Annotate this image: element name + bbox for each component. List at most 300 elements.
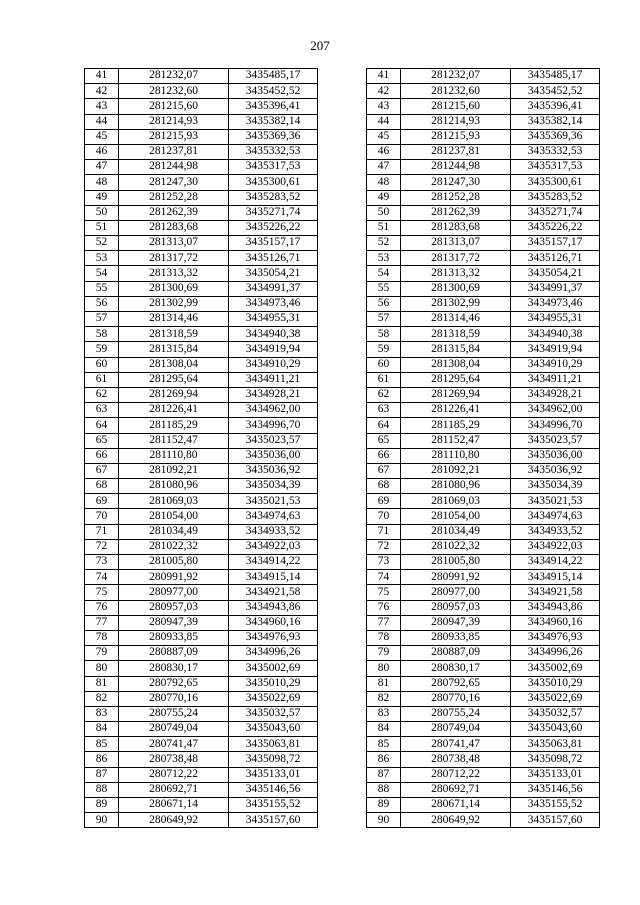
y-coordinate-cell: 3435133,01 [511, 767, 600, 782]
x-coordinate-cell: 281232,60 [401, 84, 511, 99]
table-row [85, 782, 318, 797]
table-row [85, 296, 318, 311]
x-coordinate-cell: 281313,32 [119, 266, 229, 281]
x-coordinate-cell: 281302,99 [401, 296, 511, 311]
y-coordinate-cell: 3434943,86 [511, 600, 600, 615]
x-coordinate-cell: 280957,03 [401, 600, 511, 615]
table-row [85, 236, 318, 251]
x-coordinate-cell: 281295,64 [401, 372, 511, 387]
table-row [85, 160, 318, 175]
point-number-cell: 42 [85, 84, 119, 99]
table-row [85, 342, 318, 357]
y-coordinate-cell: 3434955,31 [229, 312, 318, 327]
y-coordinate-cell: 3435022,69 [511, 691, 600, 706]
point-number-cell: 75 [367, 585, 401, 600]
table-row [367, 190, 600, 205]
point-number-cell: 63 [367, 403, 401, 418]
x-coordinate-cell: 280741,47 [401, 737, 511, 752]
point-number-cell: 60 [85, 357, 119, 372]
y-coordinate-cell: 3434921,58 [511, 585, 600, 600]
table-row [367, 600, 600, 615]
point-number-cell: 69 [367, 494, 401, 509]
y-coordinate-cell: 3434915,14 [229, 570, 318, 585]
x-coordinate-cell: 281185,29 [119, 418, 229, 433]
table-row [367, 403, 600, 418]
y-coordinate-cell: 3435043,60 [511, 722, 600, 737]
table-row [85, 327, 318, 342]
point-number-cell: 59 [367, 342, 401, 357]
x-coordinate-cell: 281244,98 [119, 160, 229, 175]
x-coordinate-cell: 281215,93 [119, 129, 229, 144]
x-coordinate-cell: 281232,07 [401, 69, 511, 84]
table-row [367, 296, 600, 311]
point-number-cell: 56 [85, 296, 119, 311]
table-row [85, 357, 318, 372]
point-number-cell: 89 [367, 798, 401, 813]
point-number-cell: 46 [85, 144, 119, 159]
x-coordinate-cell: 280887,09 [119, 646, 229, 661]
x-coordinate-cell: 280933,85 [401, 630, 511, 645]
x-coordinate-cell: 281283,68 [119, 220, 229, 235]
table-row [367, 767, 600, 782]
x-coordinate-cell: 280692,71 [401, 782, 511, 797]
y-coordinate-cell: 3435396,41 [229, 99, 318, 114]
x-coordinate-cell: 281022,32 [119, 539, 229, 554]
point-number-cell: 52 [85, 236, 119, 251]
y-coordinate-cell: 3435146,56 [511, 782, 600, 797]
x-coordinate-cell: 280755,24 [119, 706, 229, 721]
x-coordinate-cell: 280830,17 [401, 661, 511, 676]
table-row [367, 524, 600, 539]
y-coordinate-cell: 3435036,92 [511, 463, 600, 478]
y-coordinate-cell: 3435036,00 [229, 448, 318, 463]
x-coordinate-cell: 281110,80 [401, 448, 511, 463]
table-row [367, 69, 600, 84]
table-row [85, 190, 318, 205]
x-coordinate-cell: 281232,07 [119, 69, 229, 84]
table-row [367, 479, 600, 494]
point-number-cell: 69 [85, 494, 119, 509]
y-coordinate-cell: 3435054,21 [229, 266, 318, 281]
table-row [85, 114, 318, 129]
point-number-cell: 53 [367, 251, 401, 266]
table-row [367, 706, 600, 721]
x-coordinate-cell: 280957,03 [119, 600, 229, 615]
point-number-cell: 48 [85, 175, 119, 190]
y-coordinate-cell: 3434973,46 [511, 296, 600, 311]
table-row [85, 175, 318, 190]
table-row [367, 251, 600, 266]
x-coordinate-cell: 280947,39 [119, 615, 229, 630]
y-coordinate-cell: 3434976,93 [229, 630, 318, 645]
y-coordinate-cell: 3434910,29 [511, 357, 600, 372]
x-coordinate-cell: 280741,47 [119, 737, 229, 752]
y-coordinate-cell: 3435002,69 [511, 661, 600, 676]
table-row [367, 160, 600, 175]
point-number-cell: 80 [367, 661, 401, 676]
table-row [85, 798, 318, 813]
table-row [367, 691, 600, 706]
point-number-cell: 79 [85, 646, 119, 661]
table-row [85, 84, 318, 99]
x-coordinate-cell: 280947,39 [401, 615, 511, 630]
y-coordinate-cell: 3435036,92 [229, 463, 318, 478]
x-coordinate-cell: 281054,00 [401, 509, 511, 524]
table-row [367, 433, 600, 448]
x-coordinate-cell: 280712,22 [119, 767, 229, 782]
y-coordinate-cell: 3434962,00 [229, 403, 318, 418]
y-coordinate-cell: 3435155,52 [229, 798, 318, 813]
y-coordinate-cell: 3434914,22 [511, 555, 600, 570]
x-coordinate-cell: 281232,60 [119, 84, 229, 99]
table-row [85, 646, 318, 661]
y-coordinate-cell: 3434991,37 [511, 281, 600, 296]
point-number-cell: 67 [367, 463, 401, 478]
table-row [367, 84, 600, 99]
x-coordinate-cell: 280770,16 [119, 691, 229, 706]
table-row [85, 509, 318, 524]
table-row [85, 555, 318, 570]
y-coordinate-cell: 3435226,22 [511, 220, 600, 235]
point-number-cell: 78 [367, 630, 401, 645]
x-coordinate-cell: 281252,28 [401, 190, 511, 205]
table-row [367, 342, 600, 357]
y-coordinate-cell: 3435022,69 [229, 691, 318, 706]
table-row [85, 129, 318, 144]
x-coordinate-cell: 281034,49 [401, 524, 511, 539]
table-row [367, 129, 600, 144]
point-number-cell: 71 [367, 524, 401, 539]
point-number-cell: 84 [367, 722, 401, 737]
table-row [367, 646, 600, 661]
table-row [85, 570, 318, 585]
table-row [85, 539, 318, 554]
point-number-cell: 64 [367, 418, 401, 433]
point-number-cell: 49 [367, 190, 401, 205]
point-number-cell: 43 [367, 99, 401, 114]
point-number-cell: 53 [85, 251, 119, 266]
point-number-cell: 41 [85, 69, 119, 84]
table-row [367, 236, 600, 251]
x-coordinate-cell: 280738,48 [401, 752, 511, 767]
table-row [85, 220, 318, 235]
point-number-cell: 88 [367, 782, 401, 797]
y-coordinate-cell: 3435283,52 [511, 190, 600, 205]
point-number-cell: 43 [85, 99, 119, 114]
y-coordinate-cell: 3435452,52 [229, 84, 318, 99]
table-row [85, 676, 318, 691]
x-coordinate-cell: 281318,59 [401, 327, 511, 342]
x-coordinate-cell: 281269,94 [401, 387, 511, 402]
x-coordinate-cell: 281069,03 [119, 494, 229, 509]
x-coordinate-cell: 281262,39 [401, 205, 511, 220]
y-coordinate-cell: 3434955,31 [511, 312, 600, 327]
x-coordinate-cell: 281252,28 [119, 190, 229, 205]
y-coordinate-cell: 3435157,17 [229, 236, 318, 251]
x-coordinate-cell: 281152,47 [119, 433, 229, 448]
y-coordinate-cell: 3434933,52 [229, 524, 318, 539]
point-number-cell: 63 [85, 403, 119, 418]
table-row [85, 767, 318, 782]
point-number-cell: 65 [85, 433, 119, 448]
point-number-cell: 87 [85, 767, 119, 782]
point-number-cell: 81 [367, 676, 401, 691]
point-number-cell: 66 [85, 448, 119, 463]
table-row [367, 205, 600, 220]
point-number-cell: 50 [367, 205, 401, 220]
x-coordinate-cell: 281226,41 [119, 403, 229, 418]
point-number-cell: 73 [85, 555, 119, 570]
y-coordinate-cell: 3435032,57 [511, 706, 600, 721]
y-coordinate-cell: 3435452,52 [511, 84, 600, 99]
y-coordinate-cell: 3435063,81 [229, 737, 318, 752]
y-coordinate-cell: 3434943,86 [229, 600, 318, 615]
point-number-cell: 51 [85, 220, 119, 235]
table-row [367, 220, 600, 235]
table-row [367, 281, 600, 296]
x-coordinate-cell: 281318,59 [119, 327, 229, 342]
table-row [85, 479, 318, 494]
point-number-cell: 45 [85, 129, 119, 144]
point-number-cell: 79 [367, 646, 401, 661]
x-coordinate-cell: 281215,93 [401, 129, 511, 144]
table-row [367, 752, 600, 767]
point-number-cell: 88 [85, 782, 119, 797]
x-coordinate-cell: 281314,46 [401, 312, 511, 327]
table-row [367, 357, 600, 372]
point-number-cell: 68 [85, 479, 119, 494]
y-coordinate-cell: 3435126,71 [511, 251, 600, 266]
x-coordinate-cell: 281237,81 [401, 144, 511, 159]
y-coordinate-cell: 3435226,22 [229, 220, 318, 235]
y-coordinate-cell: 3435332,53 [511, 144, 600, 159]
table-row [367, 539, 600, 554]
x-coordinate-cell: 281308,04 [401, 357, 511, 372]
table-body [367, 69, 600, 828]
point-number-cell: 65 [367, 433, 401, 448]
table-row [367, 722, 600, 737]
x-coordinate-cell: 280671,14 [401, 798, 511, 813]
x-coordinate-cell: 280991,92 [401, 570, 511, 585]
point-number-cell: 76 [85, 600, 119, 615]
table-row [367, 494, 600, 509]
point-number-cell: 85 [85, 737, 119, 752]
y-coordinate-cell: 3435485,17 [229, 69, 318, 84]
x-coordinate-cell: 280749,04 [119, 722, 229, 737]
x-coordinate-cell: 281300,69 [119, 281, 229, 296]
y-coordinate-cell: 3435036,00 [511, 448, 600, 463]
point-number-cell: 57 [367, 312, 401, 327]
table-row [85, 448, 318, 463]
x-coordinate-cell: 280738,48 [119, 752, 229, 767]
point-number-cell: 86 [85, 752, 119, 767]
y-coordinate-cell: 3434919,94 [511, 342, 600, 357]
y-coordinate-cell: 3434960,16 [229, 615, 318, 630]
x-coordinate-cell: 281034,49 [119, 524, 229, 539]
x-coordinate-cell: 280770,16 [401, 691, 511, 706]
y-coordinate-cell: 3435098,72 [229, 752, 318, 767]
y-coordinate-cell: 3435157,17 [511, 236, 600, 251]
y-coordinate-cell: 3434933,52 [511, 524, 600, 539]
y-coordinate-cell: 3435063,81 [511, 737, 600, 752]
table-row [367, 312, 600, 327]
x-coordinate-cell: 281244,98 [401, 160, 511, 175]
x-coordinate-cell: 281092,21 [401, 463, 511, 478]
y-coordinate-cell: 3435382,14 [511, 114, 600, 129]
x-coordinate-cell: 281247,30 [401, 175, 511, 190]
table-row [367, 555, 600, 570]
table-row [85, 281, 318, 296]
y-coordinate-cell: 3435021,53 [511, 494, 600, 509]
table-row [367, 372, 600, 387]
table-row [367, 266, 600, 281]
point-number-cell: 61 [85, 372, 119, 387]
y-coordinate-cell: 3435032,57 [229, 706, 318, 721]
table-row [367, 448, 600, 463]
y-coordinate-cell: 3434940,38 [229, 327, 318, 342]
y-coordinate-cell: 3435133,01 [229, 767, 318, 782]
y-coordinate-cell: 3434922,03 [511, 539, 600, 554]
x-coordinate-cell: 281295,64 [119, 372, 229, 387]
table-row [367, 661, 600, 676]
table-row [85, 312, 318, 327]
table-row [367, 782, 600, 797]
table-row [85, 418, 318, 433]
x-coordinate-cell: 280749,04 [401, 722, 511, 737]
y-coordinate-cell: 3435396,41 [511, 99, 600, 114]
coordinates-table-right [366, 68, 600, 828]
point-number-cell: 87 [367, 767, 401, 782]
point-number-cell: 47 [367, 160, 401, 175]
point-number-cell: 77 [367, 615, 401, 630]
point-number-cell: 55 [85, 281, 119, 296]
point-number-cell: 72 [85, 539, 119, 554]
page-number: 207 [310, 38, 330, 53]
y-coordinate-cell: 3434914,22 [229, 555, 318, 570]
point-number-cell: 85 [367, 737, 401, 752]
table-row [85, 706, 318, 721]
table-row [85, 752, 318, 767]
table-row [85, 387, 318, 402]
point-number-cell: 71 [85, 524, 119, 539]
x-coordinate-cell: 281110,80 [119, 448, 229, 463]
y-coordinate-cell: 3435054,21 [511, 266, 600, 281]
point-number-cell: 75 [85, 585, 119, 600]
point-number-cell: 48 [367, 175, 401, 190]
table-row [85, 600, 318, 615]
x-coordinate-cell: 281317,72 [119, 251, 229, 266]
point-number-cell: 47 [85, 160, 119, 175]
x-coordinate-cell: 280755,24 [401, 706, 511, 721]
y-coordinate-cell: 3434974,63 [511, 509, 600, 524]
table-row [367, 676, 600, 691]
point-number-cell: 60 [367, 357, 401, 372]
point-number-cell: 50 [85, 205, 119, 220]
table-row [85, 144, 318, 159]
table-row [367, 114, 600, 129]
x-coordinate-cell: 280991,92 [119, 570, 229, 585]
x-coordinate-cell: 281237,81 [119, 144, 229, 159]
y-coordinate-cell: 3435034,39 [511, 479, 600, 494]
point-number-cell: 42 [367, 84, 401, 99]
point-number-cell: 89 [85, 798, 119, 813]
x-coordinate-cell: 281152,47 [401, 433, 511, 448]
x-coordinate-cell: 281315,84 [401, 342, 511, 357]
x-coordinate-cell: 281080,96 [401, 479, 511, 494]
point-number-cell: 49 [85, 190, 119, 205]
point-number-cell: 59 [85, 342, 119, 357]
table-row [85, 813, 318, 828]
point-number-cell: 46 [367, 144, 401, 159]
table-row [85, 99, 318, 114]
y-coordinate-cell: 3435023,57 [511, 433, 600, 448]
x-coordinate-cell: 281005,80 [401, 555, 511, 570]
y-coordinate-cell: 3435283,52 [229, 190, 318, 205]
y-coordinate-cell: 3435485,17 [511, 69, 600, 84]
point-number-cell: 52 [367, 236, 401, 251]
y-coordinate-cell: 3435332,53 [229, 144, 318, 159]
y-coordinate-cell: 3435023,57 [229, 433, 318, 448]
point-number-cell: 45 [367, 129, 401, 144]
x-coordinate-cell: 281005,80 [119, 555, 229, 570]
table-row [367, 630, 600, 645]
y-coordinate-cell: 3435317,53 [229, 160, 318, 175]
x-coordinate-cell: 281313,07 [401, 236, 511, 251]
x-coordinate-cell: 280977,00 [119, 585, 229, 600]
y-coordinate-cell: 3435126,71 [229, 251, 318, 266]
table-row [85, 524, 318, 539]
point-number-cell: 67 [85, 463, 119, 478]
table-row [367, 144, 600, 159]
point-number-cell: 61 [367, 372, 401, 387]
y-coordinate-cell: 3435146,56 [229, 782, 318, 797]
x-coordinate-cell: 281300,69 [401, 281, 511, 296]
table-row [367, 99, 600, 114]
y-coordinate-cell: 3434996,26 [511, 646, 600, 661]
x-coordinate-cell: 280887,09 [401, 646, 511, 661]
x-coordinate-cell: 281226,41 [401, 403, 511, 418]
y-coordinate-cell: 3434922,03 [229, 539, 318, 554]
table-row [85, 494, 318, 509]
y-coordinate-cell: 3434928,21 [229, 387, 318, 402]
y-coordinate-cell: 3434919,94 [229, 342, 318, 357]
x-coordinate-cell: 280792,65 [401, 676, 511, 691]
point-number-cell: 81 [85, 676, 119, 691]
table-row [367, 175, 600, 190]
table-row [85, 433, 318, 448]
table-row [367, 327, 600, 342]
table-row [85, 615, 318, 630]
coordinates-table-left [84, 68, 318, 828]
x-coordinate-cell: 281302,99 [119, 296, 229, 311]
y-coordinate-cell: 3435157,60 [511, 813, 600, 828]
point-number-cell: 66 [367, 448, 401, 463]
x-coordinate-cell: 281215,60 [119, 99, 229, 114]
point-number-cell: 86 [367, 752, 401, 767]
y-coordinate-cell: 3434976,93 [511, 630, 600, 645]
x-coordinate-cell: 281314,46 [119, 312, 229, 327]
point-number-cell: 70 [85, 509, 119, 524]
x-coordinate-cell: 280671,14 [119, 798, 229, 813]
x-coordinate-cell: 281069,03 [401, 494, 511, 509]
y-coordinate-cell: 3435002,69 [229, 661, 318, 676]
x-coordinate-cell: 281313,32 [401, 266, 511, 281]
point-number-cell: 55 [367, 281, 401, 296]
y-coordinate-cell: 3434996,70 [229, 418, 318, 433]
table-row [85, 630, 318, 645]
x-coordinate-cell: 281080,96 [119, 479, 229, 494]
point-number-cell: 83 [85, 706, 119, 721]
